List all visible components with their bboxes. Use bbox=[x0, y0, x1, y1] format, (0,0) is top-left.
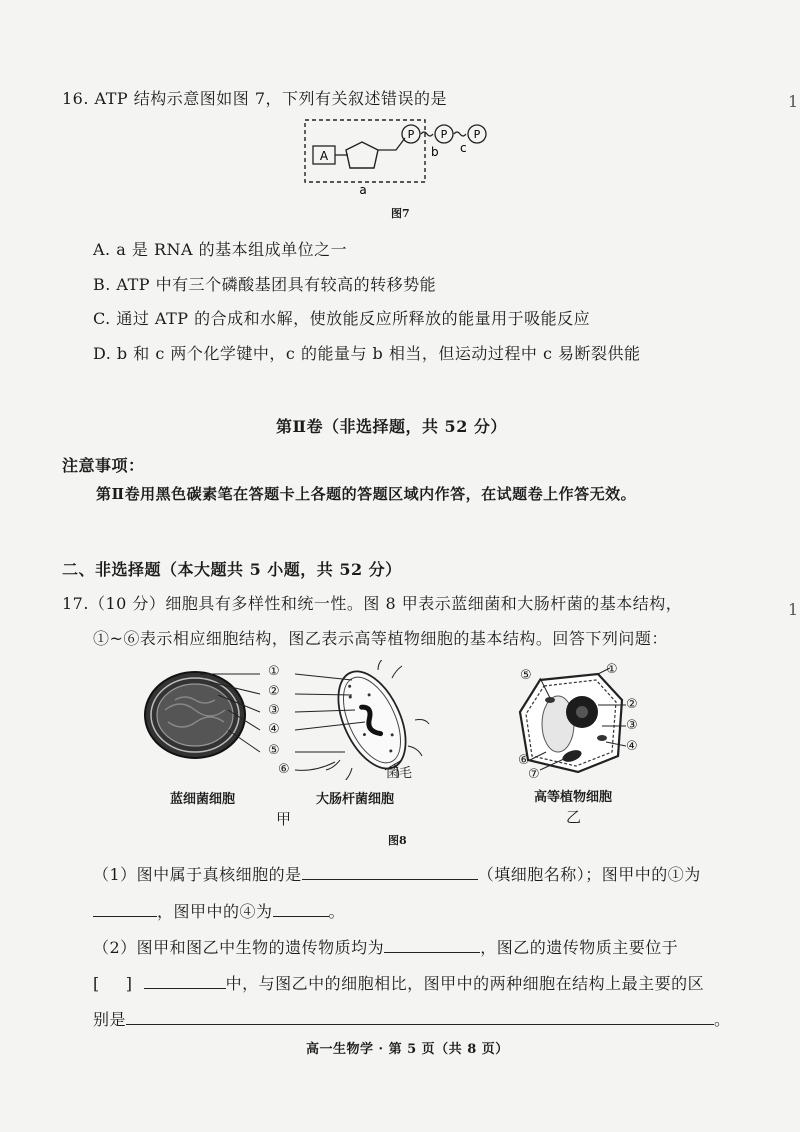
region-a-label: a bbox=[359, 183, 367, 197]
ribose-pentagon bbox=[346, 142, 378, 168]
notice-title: 注意事项： bbox=[62, 456, 145, 475]
p2-label: P bbox=[440, 128, 448, 141]
q16-stem: 16. ATP 结构示意图如图 7，下列有关叙述错误的是 bbox=[62, 89, 448, 108]
answer-blank-eukaryote[interactable] bbox=[302, 865, 478, 880]
marker-right-1: ① bbox=[606, 662, 618, 677]
bracket-open: [ bbox=[93, 974, 100, 993]
p3-label: P bbox=[473, 128, 481, 141]
cyano-label: 蓝细菌细胞 bbox=[170, 792, 236, 807]
marker-left-3: ③ bbox=[268, 703, 280, 718]
q17-part1-line1 bbox=[93, 862, 701, 885]
marker-right-7: ⑦ bbox=[528, 767, 540, 782]
ecoli-label: 大肠杆菌细胞 bbox=[316, 792, 395, 807]
section2-heading: 二、非选择题（本大题共 5 小题，共 52 分） bbox=[62, 560, 402, 579]
fig8-caption: 图8 bbox=[388, 834, 407, 847]
q17-p2-text-a: （2）图甲和图乙中生物的遗传物质均为 bbox=[93, 938, 385, 957]
q17-p2-text-b: ，图乙的遗传物质主要位于 bbox=[480, 938, 679, 957]
q17-p1-text-b: （填细胞名称）；图甲中的①为 bbox=[477, 865, 701, 884]
answer-blank-genetic-material[interactable] bbox=[384, 938, 480, 953]
marker-right-6: ⑥ bbox=[518, 753, 530, 768]
p1-label: P bbox=[407, 128, 415, 141]
marker-left-1: ① bbox=[268, 664, 280, 679]
q16-option-b: B. ATP 中有三个磷酸基团具有较高的转移势能 bbox=[93, 275, 437, 294]
q17-p2-end: 。 bbox=[714, 1010, 731, 1029]
q17-stem-line2: ①~⑥表示相应细胞结构，图乙表示高等植物细胞的基本结构。回答下列问题： bbox=[93, 629, 668, 648]
section2-title: 第Ⅱ卷（非选择题，共 52 分） bbox=[276, 417, 507, 436]
atp-diagram bbox=[300, 112, 500, 202]
answer-blank-structure1[interactable] bbox=[93, 902, 157, 917]
margin-mark-middle: 1 bbox=[788, 600, 799, 619]
marker-left-5: ⑤ bbox=[268, 743, 280, 758]
q17-part2-line2 bbox=[93, 971, 704, 994]
answer-blank-structure4[interactable] bbox=[273, 902, 329, 917]
q17-part1-line2 bbox=[93, 899, 345, 922]
q17-p2-text-d: 中，与图乙中的细胞相比，图甲中的两种细胞在结构上最主要的区 bbox=[225, 974, 705, 993]
bond-b-label: b bbox=[431, 145, 439, 159]
yi-label: 乙 bbox=[566, 808, 582, 826]
q17-part2-line3 bbox=[93, 1007, 731, 1030]
marker-right-4: ④ bbox=[626, 739, 638, 754]
marker-right-5: ⑤ bbox=[520, 668, 532, 683]
marker-right-3: ③ bbox=[626, 718, 638, 733]
bond-c-label: c bbox=[460, 141, 467, 155]
q17-p1-end: 。 bbox=[328, 902, 346, 921]
notice-body: 第Ⅱ卷用黑色碳素笔在答题卡上各题的答题区域内作答，在试题卷上作答无效。 bbox=[96, 485, 637, 503]
fig7-caption: 图7 bbox=[391, 207, 410, 220]
q16-option-d: D. b 和 c 两个化学键中，c 的能量与 b 相当，但运动过程中 c 易断裂供能 bbox=[93, 344, 641, 363]
marker-left-2: ② bbox=[268, 684, 280, 699]
q17-p1-text-c: ，图甲中的④为 bbox=[157, 902, 273, 921]
q17-p1-text-a: （1）图中属于真核细胞的是 bbox=[93, 865, 302, 884]
q16-option-c: C. 通过 ATP 的合成和水解，使放能反应所释放的能量用于吸能反应 bbox=[93, 309, 591, 328]
plant-label: 高等植物细胞 bbox=[534, 790, 613, 805]
bracket-close: ] bbox=[125, 974, 133, 993]
marker-left-4: ④ bbox=[268, 722, 280, 737]
q16-option-a: A. a 是 RNA 的基本组成单位之一 bbox=[93, 240, 348, 259]
q17-stem-line1: 17.（10 分）细胞具有多样性和统一性。图 8 甲表示蓝细菌和大肠杆菌的基本结构， bbox=[62, 594, 683, 613]
flagella-label: 菌毛 bbox=[386, 766, 413, 781]
margin-mark-top: 1 bbox=[788, 92, 799, 111]
adenine-label: A bbox=[319, 149, 329, 163]
page-footer: 高一生物学 · 第 5 页（共 8 页） bbox=[306, 1042, 509, 1057]
answer-blank-main-difference[interactable] bbox=[126, 1010, 714, 1025]
marker-right-2: ② bbox=[626, 697, 638, 712]
answer-blank-location[interactable] bbox=[144, 974, 226, 989]
q17-part2-line1 bbox=[93, 935, 678, 958]
jia-label: 甲 bbox=[276, 810, 292, 828]
marker-left-6: ⑥ bbox=[278, 762, 290, 777]
q17-p2-text-e: 别是 bbox=[93, 1010, 127, 1029]
